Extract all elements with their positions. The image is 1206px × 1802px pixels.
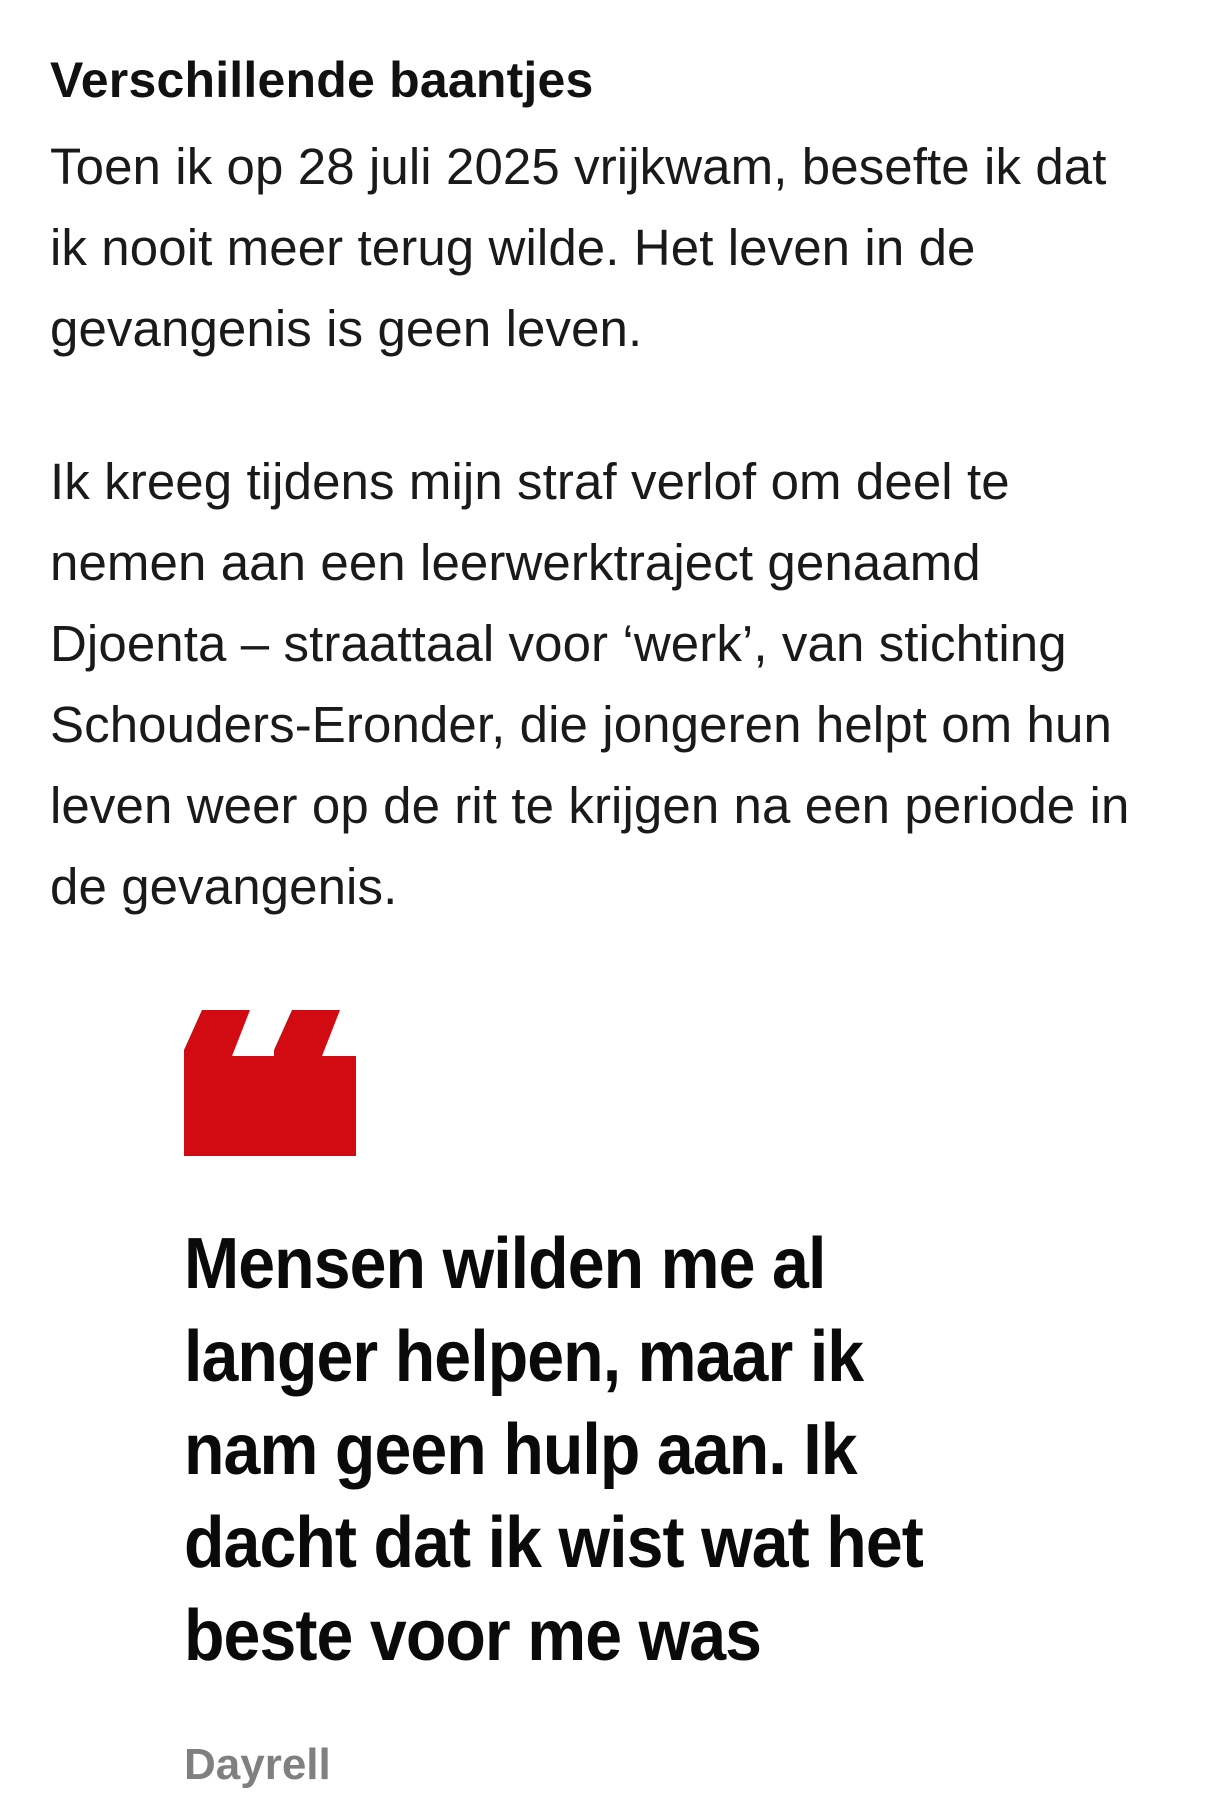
pull-quote bbox=[184, 1010, 1084, 1795]
paragraph-2: Ik kreeg tijdens mijn straf verlof om deel te nemen aan een leerwerktraject genaamd Djoenta – straattaal voor ‘werk’, van stichting Schouders-Eronder, die jongeren helpt om hun leven weer op de rit te krijgen na een periode in de gevangenis. bbox=[50, 453, 1130, 915]
quote-author: Dayrell bbox=[184, 1740, 331, 1789]
quote-mark-icon bbox=[184, 1010, 356, 1156]
quote-mark-right-shape bbox=[274, 1010, 356, 1156]
quote-text: Mensen wilden me al langer helpen, maar ik nam geen hulp aan. Ik dacht dat ik wist wat het beste voor me was bbox=[184, 1224, 923, 1676]
article-body bbox=[50, 46, 1160, 927]
quote-mark-left-shape bbox=[184, 1010, 274, 1156]
paragraph-1: Toen ik op 28 juli 2025 vrijkwam, besefte ik dat ik nooit meer terug wilde. Het leven in de gevangenis is geen leven. bbox=[50, 138, 1107, 357]
section-heading: Verschillende baantjes bbox=[50, 52, 594, 108]
